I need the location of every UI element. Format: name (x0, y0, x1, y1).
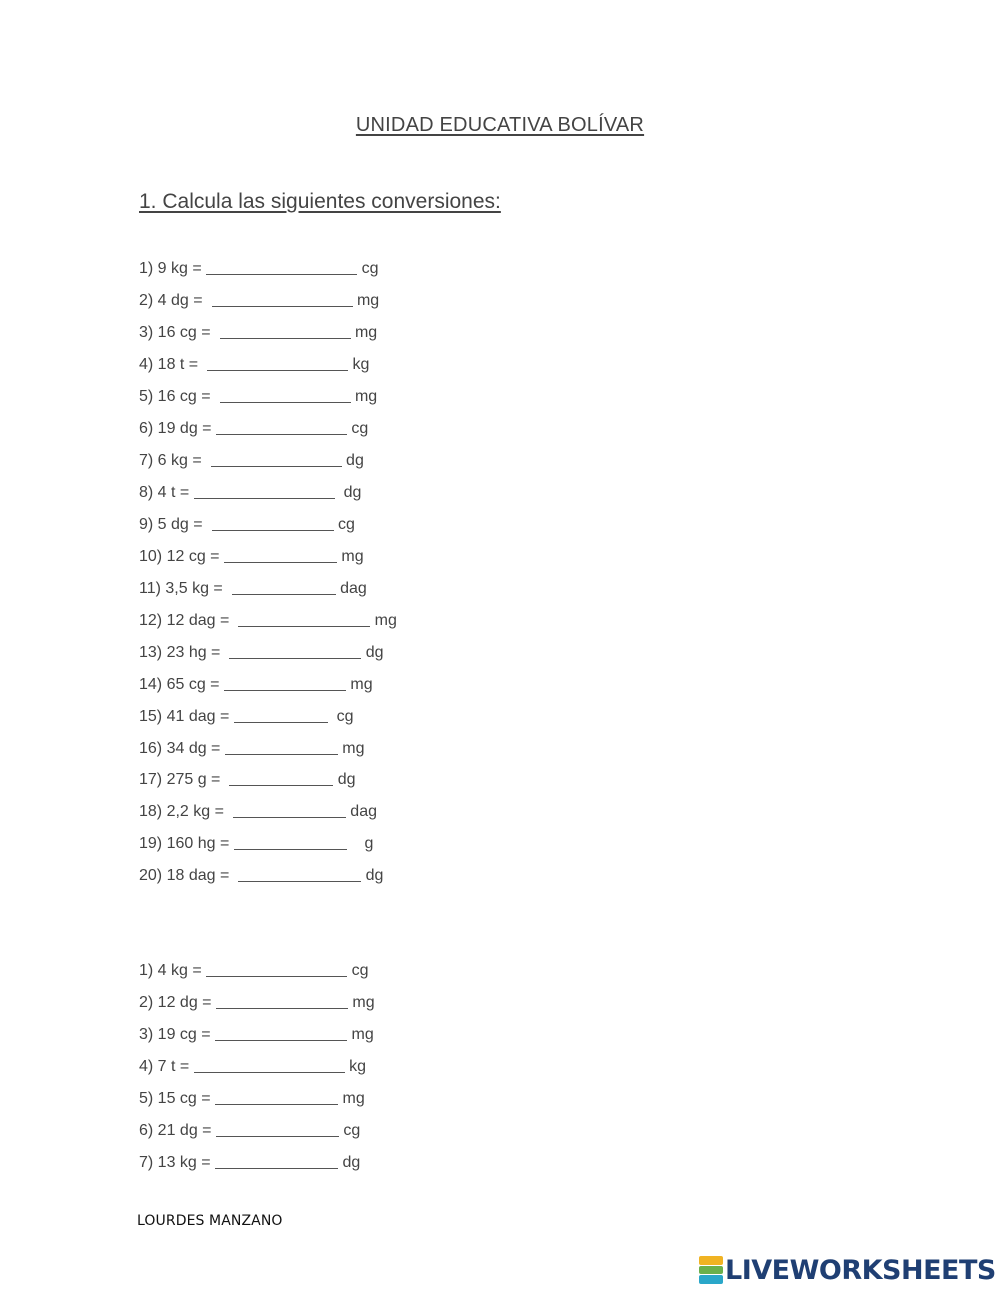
exercise-unit: kg (344, 1058, 367, 1075)
exercise-unit: cg (338, 1122, 361, 1139)
exercise-unit: mg (347, 994, 375, 1011)
exercise-unit: cg (346, 420, 369, 437)
exercise-prompt: 1) 9 kg = (139, 260, 207, 277)
answer-blank[interactable] (212, 291, 353, 305)
exercise-row (139, 579, 367, 599)
answer-blank[interactable] (224, 547, 337, 561)
exercise-row (139, 323, 377, 343)
exercise-unit: mg (345, 676, 373, 693)
exercise-prompt: 12) 12 dag = (139, 612, 239, 629)
answer-blank[interactable] (215, 1153, 338, 1167)
answer-blank[interactable] (212, 515, 334, 529)
school-name: UNIDAD EDUCATIVA BOLÍVAR (355, 114, 645, 136)
exercise-row (139, 961, 369, 981)
liveworksheets-logo[interactable] (699, 1254, 996, 1286)
answer-blank[interactable] (224, 675, 346, 689)
answer-blank[interactable] (229, 770, 333, 784)
exercise-row (139, 707, 354, 727)
exercise-prompt: 8) 4 t = (139, 484, 194, 501)
exercise-prompt: 5) 15 cg = (139, 1090, 216, 1107)
exercise-unit: kg (348, 356, 370, 373)
answer-blank[interactable] (206, 961, 347, 975)
exercise-unit: cg (327, 708, 354, 725)
exercise-row (139, 547, 364, 567)
exercise-prompt: 5) 16 cg = (139, 388, 220, 405)
exercise-prompt: 6) 19 dg = (139, 420, 216, 437)
exercise-unit: mg (370, 612, 397, 629)
exercise-prompt: 17) 275 g = (139, 771, 230, 788)
exercise-unit: dag (335, 580, 367, 597)
exercise-row (139, 802, 377, 822)
exercise-unit: cg (357, 260, 379, 277)
exercise-prompt: 7) 13 kg = (139, 1154, 216, 1171)
exercise-unit: mg (338, 1090, 365, 1107)
exercise-prompt: 16) 34 dg = (139, 740, 225, 757)
exercise-row (139, 834, 373, 854)
exercise-prompt: 11) 3,5 kg = (139, 580, 232, 597)
exercise-row (139, 993, 375, 1013)
exercise-unit: dg (361, 867, 384, 884)
answer-blank[interactable] (194, 483, 335, 497)
exercise-row (139, 451, 364, 471)
answer-blank[interactable] (234, 707, 328, 721)
page-title (0, 114, 1000, 137)
exercise-unit: dg (334, 484, 362, 501)
answer-blank[interactable] (207, 355, 348, 369)
answer-blank[interactable] (232, 579, 336, 593)
exercise-row (139, 866, 383, 886)
author-name: LOURDES MANZANO (137, 1213, 283, 1229)
exercise-prompt: 13) 23 hg = (139, 644, 230, 661)
exercise-unit: cg (347, 962, 369, 979)
exercise-row (139, 387, 377, 407)
exercise-unit: mg (350, 324, 378, 341)
exercise-unit: mg (337, 740, 365, 757)
exercise-prompt: 2) 4 dg = (139, 292, 212, 309)
answer-blank[interactable] (233, 802, 346, 816)
answer-blank[interactable] (238, 866, 361, 880)
exercise-prompt: 4) 7 t = (139, 1058, 194, 1075)
instruction-heading: 1. Calcula las siguientes conversiones: (139, 190, 501, 213)
answer-blank[interactable] (220, 323, 351, 337)
exercise-row (139, 770, 356, 790)
exercise-row (139, 739, 365, 759)
answer-blank[interactable] (216, 419, 347, 433)
answer-blank[interactable] (194, 1057, 345, 1071)
exercise-prompt: 14) 65 cg = (139, 676, 224, 693)
answer-blank[interactable] (216, 993, 348, 1007)
exercise-row (139, 675, 373, 695)
exercise-unit: cg (333, 516, 355, 533)
exercise-row (139, 483, 361, 503)
logo-badge-icon (699, 1256, 723, 1284)
exercise-prompt: 20) 18 dag = (139, 867, 239, 884)
exercise-unit: dg (361, 644, 384, 661)
answer-blank[interactable] (220, 387, 351, 401)
exercise-unit: dag (345, 803, 377, 820)
exercise-row (139, 515, 355, 535)
answer-blank[interactable] (206, 259, 357, 273)
exercise-prompt: 9) 5 dg = (139, 516, 212, 533)
exercise-unit: dg (341, 452, 364, 469)
exercise-prompt: 1) 4 kg = (139, 962, 207, 979)
exercise-prompt: 3) 16 cg = (139, 324, 220, 341)
exercise-prompt: 3) 19 cg = (139, 1026, 216, 1043)
exercise-prompt: 7) 6 kg = (139, 452, 211, 469)
exercise-row (139, 611, 397, 631)
exercise-unit: mg (350, 388, 378, 405)
answer-blank[interactable] (215, 1089, 338, 1103)
exercise-prompt: 4) 18 t = (139, 356, 208, 373)
exercise-unit: mg (336, 548, 364, 565)
answer-blank[interactable] (215, 1025, 347, 1039)
exercise-row (139, 1025, 374, 1045)
exercise-unit: g (346, 835, 374, 852)
answer-blank[interactable] (234, 834, 347, 848)
answer-blank[interactable] (238, 611, 370, 625)
exercise-row (139, 259, 379, 279)
exercise-row (139, 1121, 360, 1141)
exercise-row (139, 1057, 366, 1077)
exercise-row (139, 291, 379, 311)
exercise-prompt: 18) 2,2 kg = (139, 803, 233, 820)
exercise-row (139, 643, 384, 663)
exercise-row (139, 419, 368, 439)
exercise-unit: dg (333, 771, 356, 788)
exercise-unit: mg (352, 292, 380, 309)
exercise-row (139, 355, 369, 375)
exercise-unit: mg (347, 1026, 374, 1043)
exercise-prompt: 15) 41 dag = (139, 708, 234, 725)
exercise-prompt: 10) 12 cg = (139, 548, 224, 565)
answer-blank[interactable] (216, 1121, 339, 1135)
logo-text: LIVEWORKSHEETS (725, 1254, 996, 1286)
answer-blank[interactable] (211, 451, 342, 465)
answer-blank[interactable] (229, 643, 361, 657)
exercise-row (139, 1089, 365, 1109)
exercise-prompt: 6) 21 dg = (139, 1122, 216, 1139)
answer-blank[interactable] (225, 739, 338, 753)
exercise-prompt: 19) 160 hg = (139, 835, 234, 852)
exercise-prompt: 2) 12 dg = (139, 994, 216, 1011)
exercise-row (139, 1153, 360, 1173)
exercise-unit: dg (338, 1154, 361, 1171)
